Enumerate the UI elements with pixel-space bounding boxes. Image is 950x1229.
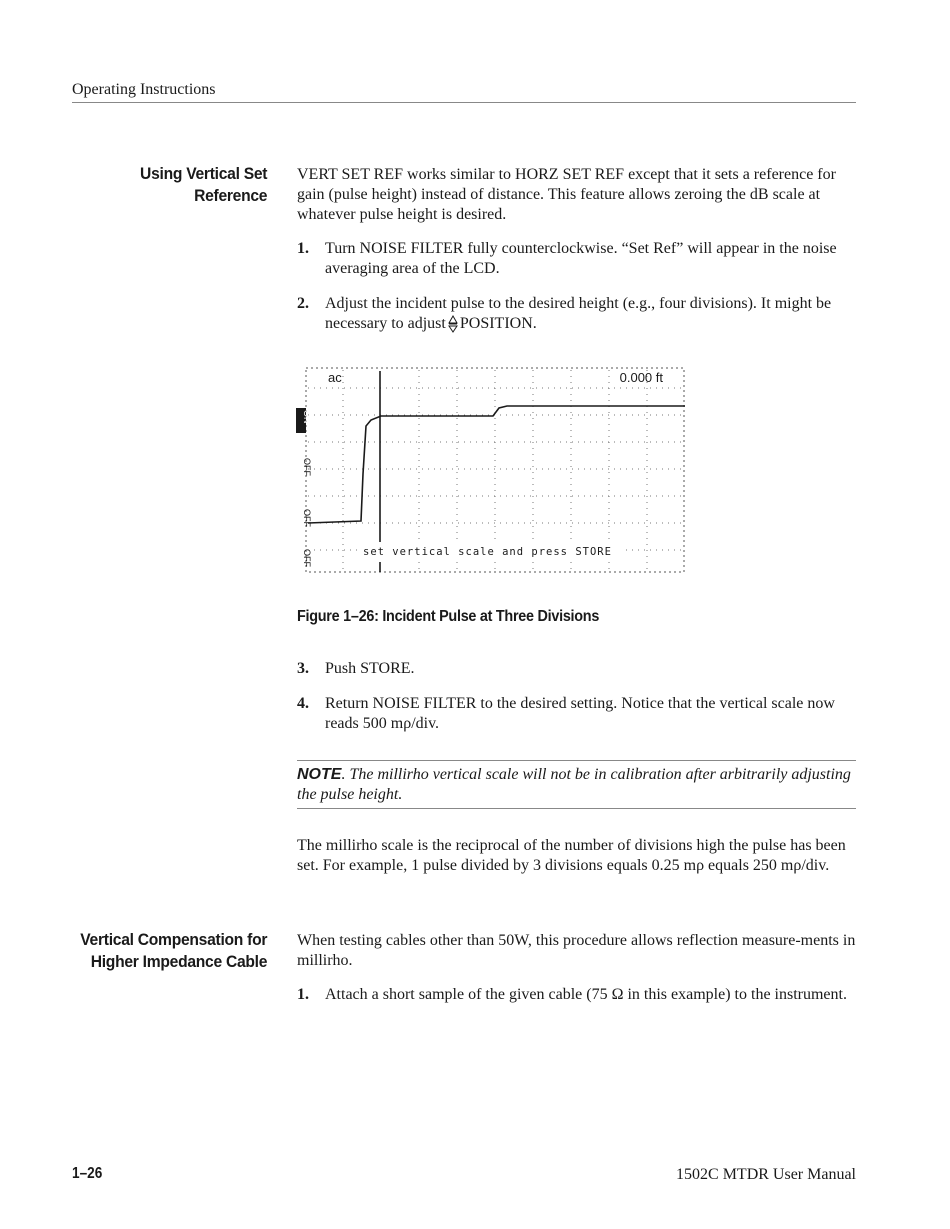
side-label-off-3: OFF	[302, 549, 312, 567]
note-box	[297, 760, 856, 809]
compensation-step-1	[297, 985, 857, 1005]
running-head: Operating Instructions	[72, 81, 216, 98]
side-label-off-1: OFF	[302, 458, 312, 476]
step-number: 1.	[297, 986, 309, 1003]
side-label-off-2: OFF	[302, 509, 312, 527]
section-heading-line-2: Reference	[193, 186, 267, 205]
millirho-paragraph: The millirho scale is the reciprocal of the number of divisions high the pulse has been set. For example, 1 pulse divided by 3 divisions equals 0.25 mρ equals 250 mρ/div.	[297, 837, 846, 874]
waveform-trace	[308, 406, 685, 523]
header-rule	[72, 102, 856, 103]
page-number: 1–26	[72, 1165, 103, 1182]
step-4	[297, 694, 857, 734]
step-3	[297, 659, 857, 679]
lcd-distance-readout: 0.000 ft	[619, 370, 663, 385]
section-heading-line-1: Vertical Compensation for	[80, 930, 267, 949]
section-heading-vertical-compensation	[80, 929, 267, 973]
note-label: NOTE	[297, 766, 342, 783]
section-heading-line-2: Higher Impedance Cable	[90, 952, 267, 971]
intro-paragraph: VERT SET REF works similar to HORZ SET REF except that it sets a reference for gain (pulse height) instead of distance. This feature allows zeroing the dB scale at whatever pulse height is desired.	[297, 166, 836, 223]
step-number: 1.	[297, 240, 309, 257]
step-number: 3.	[297, 660, 309, 677]
step-2	[297, 294, 857, 334]
manual-title: 1502C MTDR User Manual	[676, 1166, 856, 1183]
step-1	[297, 239, 857, 279]
section-heading-line-1: Using Vertical Set	[139, 164, 267, 183]
vertical-position-icon	[448, 315, 458, 333]
compensation-intro: When testing cables other than 50W, this procedure allows reflection measure-ments in millirho.	[297, 932, 856, 969]
grid-vertical-lines	[343, 370, 647, 570]
step-text-before: Adjust the incident pulse to the desired height (e.g., four divisions). It might be necessary to adjust	[325, 295, 832, 332]
lcd-coupling-label: ac	[328, 370, 342, 385]
lcd-message: set vertical scale and press STORE	[363, 546, 612, 558]
step-text-after: POSITION.	[459, 315, 537, 332]
step-text: Turn NOISE FILTER fully counterclockwise. “Set Ref” will appear in the noise averaging area of the LCD.	[325, 240, 837, 277]
step-text: Return NOISE FILTER to the desired setting. Notice that the vertical scale now reads 500 mρ/div.	[325, 695, 835, 732]
step-number: 2.	[297, 295, 309, 312]
section-heading-vertical-set-reference	[140, 163, 267, 207]
side-label-on: ON	[302, 410, 312, 424]
step-text: Attach a short sample of the given cable (75 Ω in this example) to the instrument.	[325, 986, 847, 1003]
figure-caption: Figure 1–26: Incident Pulse at Three Divisions	[297, 608, 600, 625]
step-text	[325, 294, 857, 334]
step-text: Push STORE.	[325, 660, 415, 677]
step-number: 4.	[297, 695, 309, 712]
note-text: . The millirho vertical scale will not be in calibration after arbitrarily adjusting the pulse height.	[297, 766, 851, 803]
lcd-figure	[293, 364, 689, 576]
